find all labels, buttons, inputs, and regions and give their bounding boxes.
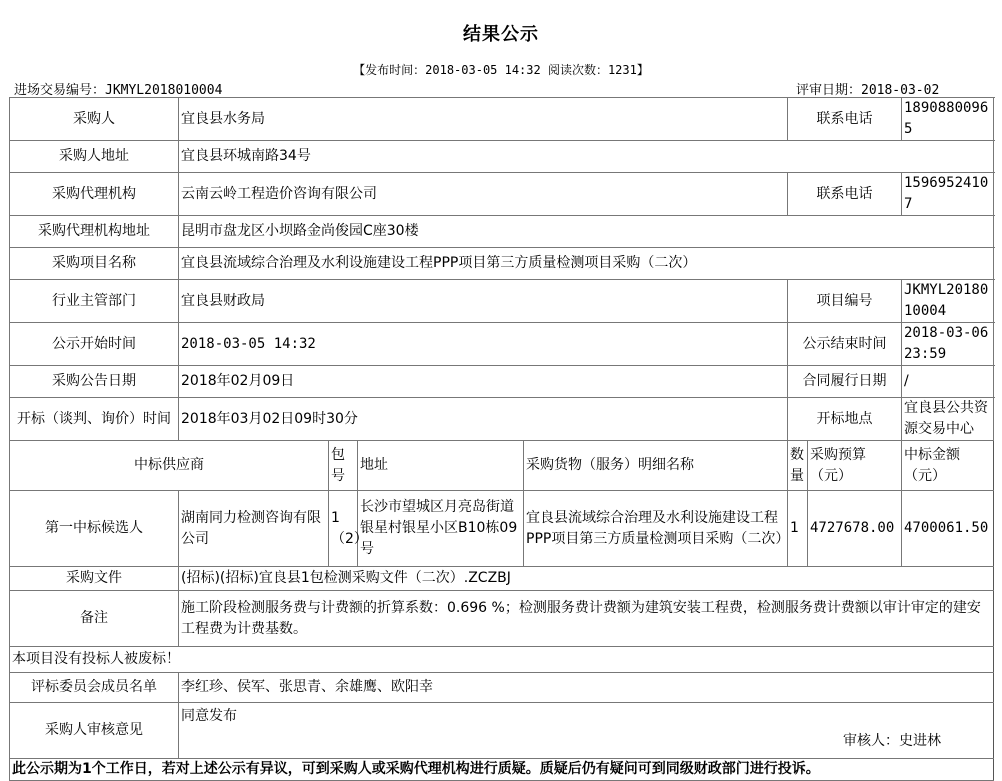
purchaser-value: 宜良县水务局: [179, 98, 788, 141]
row-agency: [10, 173, 994, 216]
end-time-label: 公示结束时间: [788, 323, 902, 366]
purchaser-label: 采购人: [10, 98, 179, 141]
agency-value: 云南云岭工程造价咨询有限公司: [179, 173, 788, 216]
agency-address-value: 昆明市盘龙区小坝路金尚俊园C座30楼: [179, 216, 994, 248]
contract-date-value: /: [902, 366, 994, 398]
no-invalid-bid-note: 本项目没有投标人被废标！: [10, 647, 994, 673]
winner-budget: 4727678.00: [808, 491, 902, 567]
opening-time-label: 开标（谈判、询价）时间: [10, 398, 179, 441]
winner-header-row: [10, 441, 994, 491]
approver: 审核人：史进林: [843, 733, 941, 749]
winner-rank: 第一中标候选人: [10, 491, 179, 567]
opening-place-label: 开标地点: [788, 398, 902, 441]
row-publicity-time: [10, 323, 994, 366]
department-label: 行业主管部门: [10, 280, 179, 323]
documents-link[interactable]: (招标)(招标)宜良县1包检测采购文件（二次）.ZCZBJ: [179, 567, 994, 591]
row-committee: [10, 673, 994, 703]
row-documents: [10, 567, 994, 591]
agency-phone-value: 15969524107: [902, 173, 994, 216]
notice-date-value: 2018年02月09日: [179, 366, 788, 398]
project-name-label: 采购项目名称: [10, 248, 179, 280]
row-address: [10, 141, 994, 173]
committee-label: 评标委员会成员名单: [10, 673, 179, 703]
start-time-value: 2018-03-05 14:32: [179, 323, 788, 366]
row-opinion: [10, 703, 994, 759]
agency-phone-label: 联系电话: [788, 173, 902, 216]
agency-label: 采购代理机构: [10, 173, 179, 216]
winner-amount: 4700061.50: [902, 491, 994, 567]
documents-label: 采购文件: [10, 567, 179, 591]
address-value: 宜良县环城南路34号: [179, 141, 994, 173]
row-no-invalid: [10, 647, 994, 673]
address-label: 采购人地址: [10, 141, 179, 173]
contract-date-label: 合同履行日期: [788, 366, 902, 398]
winner-goods: 宜良县流域综合治理及水利设施建设工程PPP项目第三方质量检测项目采购（二次）: [524, 491, 788, 567]
trade-number: 进场交易编号：JKMYL2018010004: [14, 83, 223, 98]
project-no-label: 项目编号: [788, 280, 902, 323]
row-project-name: [10, 248, 994, 280]
remarks-value: 施工阶段检测服务费与计费额的折算系数：0.696 %；检测服务费计费额为建筑安装工程费，检测服务费计费额以审计审定的建安工程费为计费基数。: [179, 591, 994, 647]
opening-time-value: 2018年03月02日09时30分: [179, 398, 788, 441]
end-time-value: 2018-03-06 23:59: [902, 323, 994, 366]
winner-supplier: 湖南同力检测咨询有限公司: [179, 491, 329, 567]
start-time-label: 公示开始时间: [10, 323, 179, 366]
project-no-value: JKMYL2018010004: [902, 280, 994, 323]
page-title: 结果公示: [463, 24, 539, 45]
committee-value: 李红珍、侯军、张思青、余雄鹰、欧阳幸: [179, 673, 994, 703]
notice-date-label: 采购公告日期: [10, 366, 179, 398]
award-amount-header: 中标金额（元）: [902, 441, 994, 491]
row-footer-notice: [10, 759, 994, 781]
row-agency-address: [10, 216, 994, 248]
quantity-header: 数量: [788, 441, 808, 491]
opening-place-value: 宜良县公共资源交易中心: [902, 398, 994, 441]
row-opening: [10, 398, 994, 441]
purchaser-phone-label: 联系电话: [788, 98, 902, 141]
supplier-address-header: 地址: [358, 441, 524, 491]
goods-header: 采购货物（服务）明细名称: [524, 441, 788, 491]
result-table: [9, 97, 994, 781]
winner-quantity: 1: [788, 491, 808, 567]
publish-info: 【发布时间：2018-03-05 14:32 阅读次数：1231】: [353, 63, 649, 77]
purchaser-phone-value: 18908800965: [902, 98, 994, 141]
opinion-label: 采购人审核意见: [10, 703, 179, 759]
supplier-header: 中标供应商: [10, 441, 329, 491]
review-date: 评审日期：2018-03-02: [796, 83, 940, 98]
package-header: 包号: [329, 441, 358, 491]
remarks-label: 备注: [10, 591, 179, 647]
opinion-cell: [179, 703, 994, 759]
row-notice-date: [10, 366, 994, 398]
project-name-value: 宜良县流域综合治理及水利设施建设工程PPP项目第三方质量检测项目采购（二次）: [179, 248, 994, 280]
winner-row: [10, 491, 994, 567]
agency-address-label: 采购代理机构地址: [10, 216, 179, 248]
opinion-value: 同意发布: [181, 708, 237, 724]
row-remarks: [10, 591, 994, 647]
department-value: 宜良县财政局: [179, 280, 788, 323]
row-purchaser: [10, 98, 994, 141]
winner-package: 1（2）: [329, 491, 358, 567]
footer-notice: 此公示期为1个工作日，若对上述公示有异议，可到采购人或采购代理机构进行质疑。质疑后仍有疑问可到同级财政部门进行投诉。: [10, 759, 994, 781]
winner-address: 长沙市望城区月亮岛街道银星村银星小区B10栋09号: [358, 491, 524, 567]
budget-header: 采购预算（元）: [808, 441, 902, 491]
row-department: [10, 280, 994, 323]
